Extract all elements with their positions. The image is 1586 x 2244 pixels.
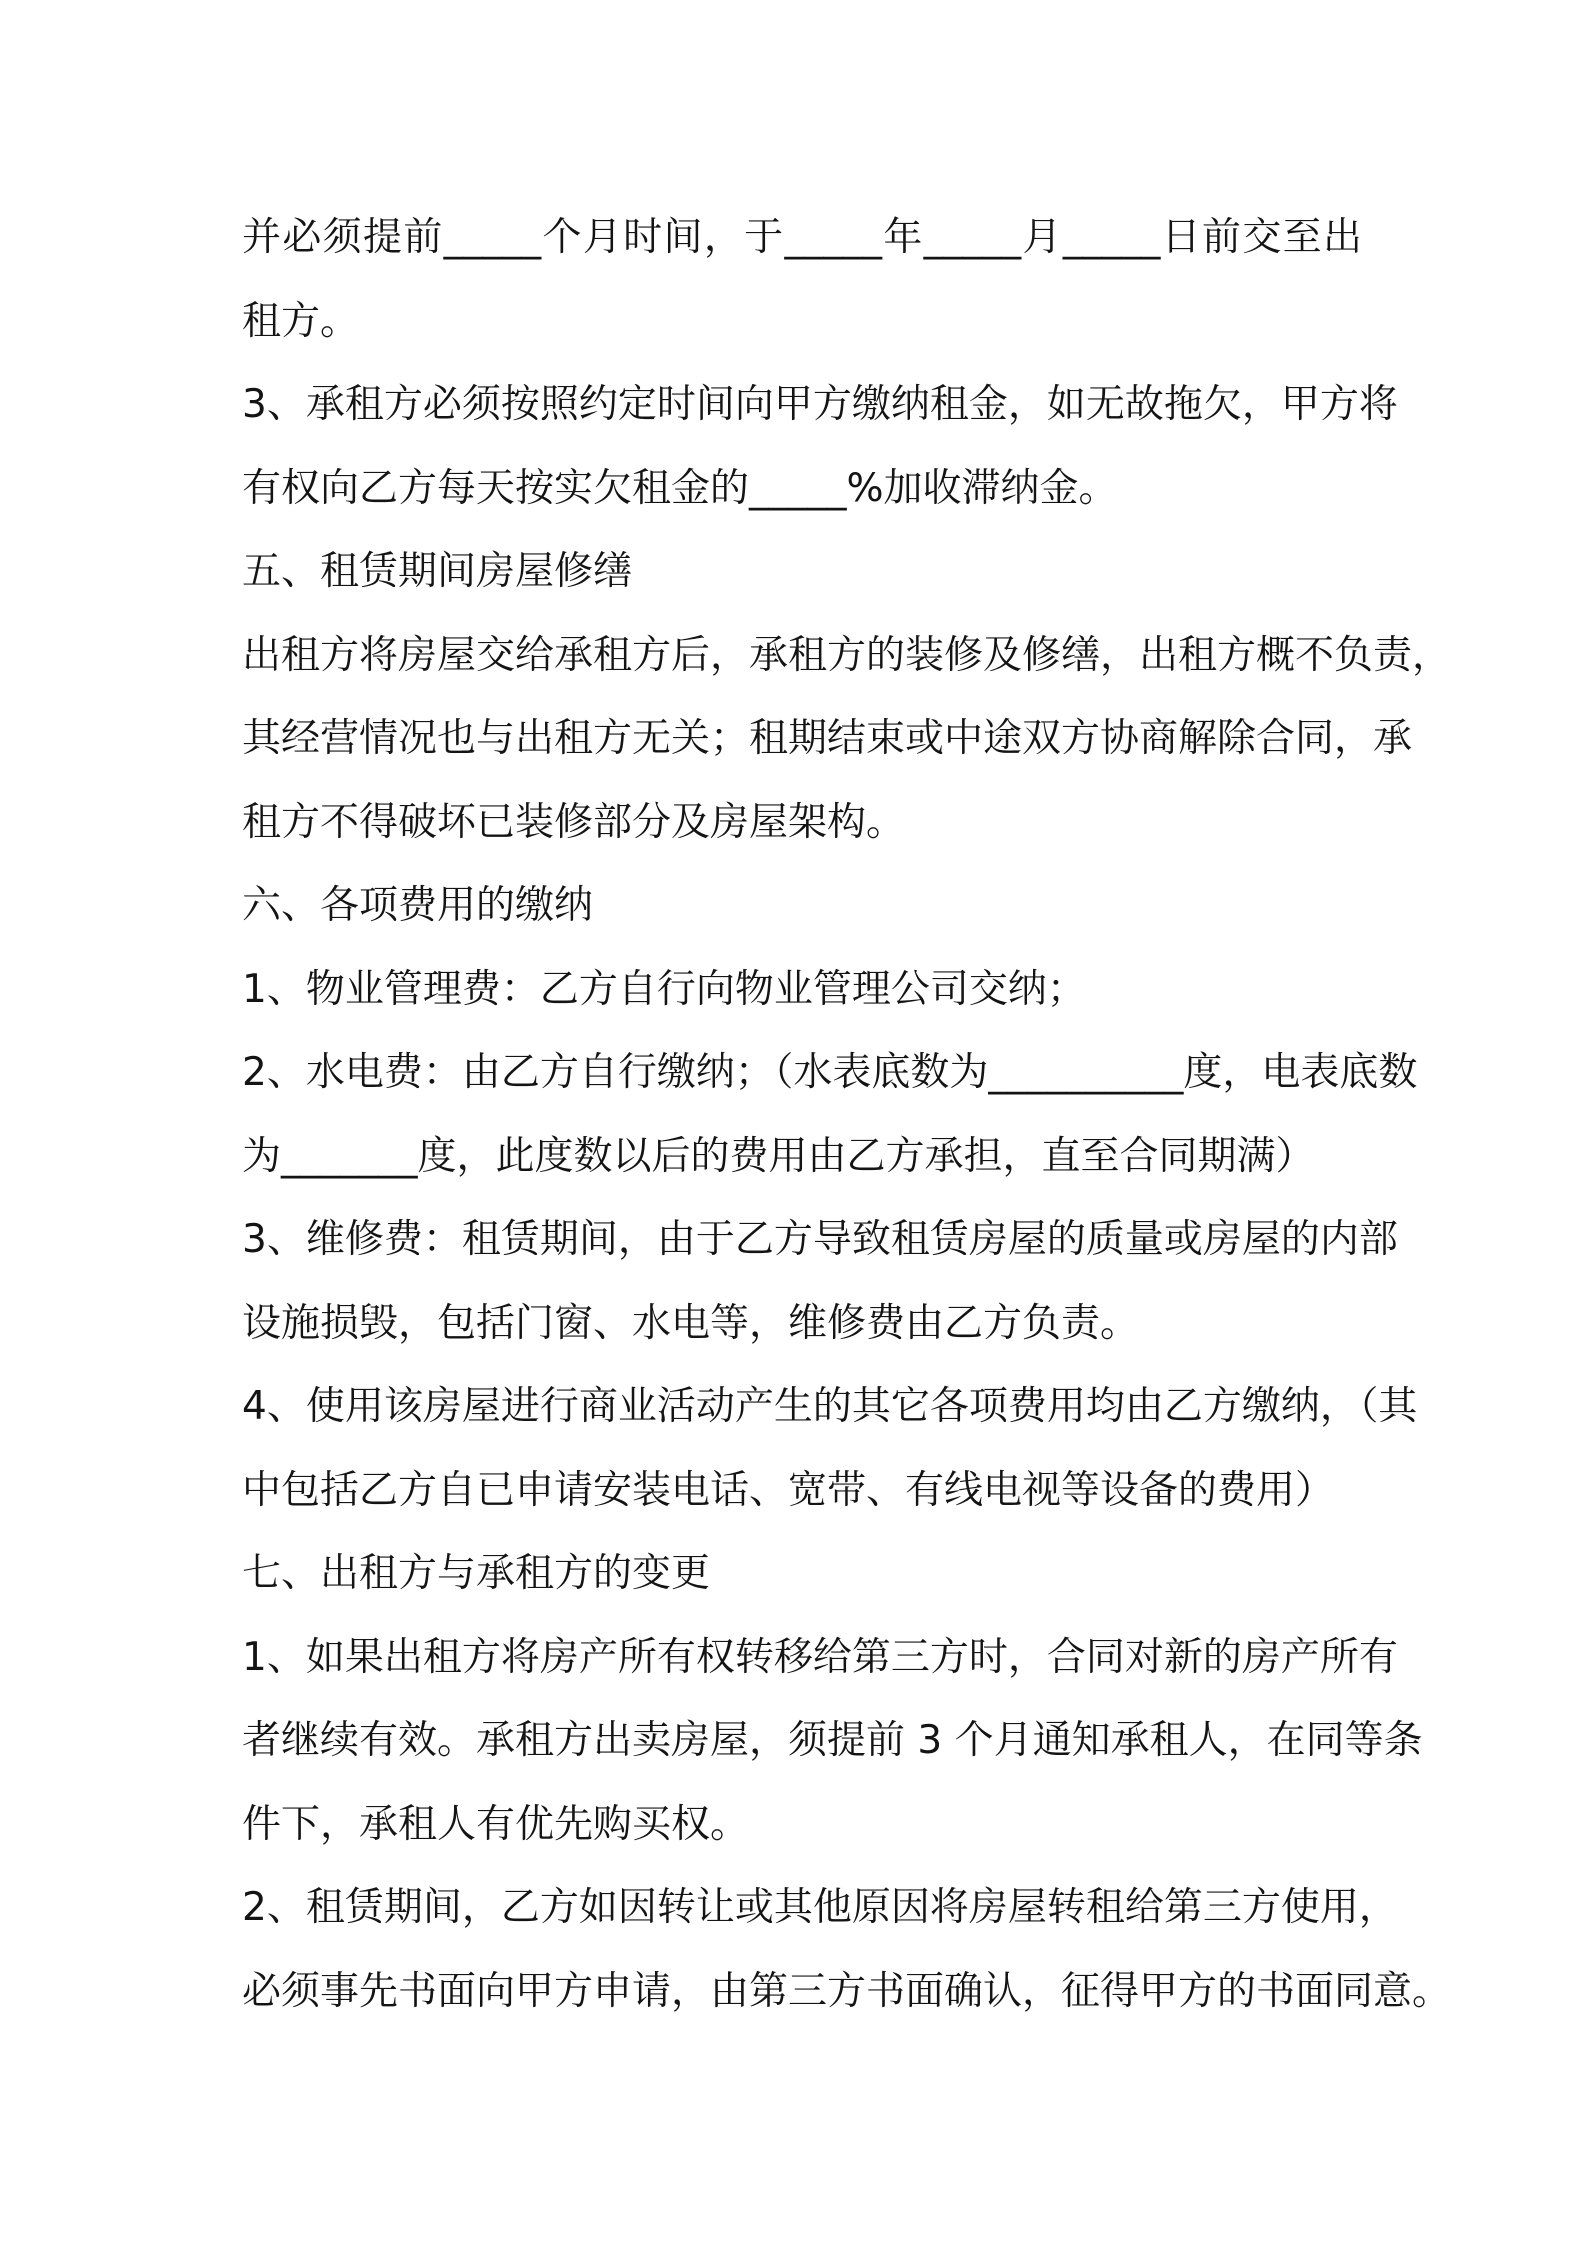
text-line: 1、物业管理费：乙方自行向物业管理公司交纳；: [242, 966, 1086, 1012]
text-line: 为_______度，此度数以后的费用由乙方承担，直至合同期满）: [242, 1133, 1315, 1179]
text-line: 2、租赁期间，乙方如因转让或其他原因将房屋转租给第三方使用，: [242, 1885, 1398, 1930]
text-line: 其经营情况也与出租方无关；租期结束或中途双方协商解除合同，承: [242, 716, 1413, 761]
section-heading: 五、租赁期间房屋修缮: [242, 549, 633, 594]
text-line: 设施损毁，包括门窗、水电等，维修费由乙方负责。: [242, 1300, 1140, 1346]
text-line: 1、如果出租方将房产所有权转移给第三方时，合同对新的房产所有: [242, 1634, 1398, 1680]
text-line: 并必须提前_____个月时间，于_____年_____月_____日前交至出: [242, 215, 1362, 260]
text-line: 3、承租方必须按照约定时间向甲方缴纳租金，如无故拖欠，甲方将: [242, 382, 1398, 427]
text-line: 租方。: [242, 298, 360, 344]
document-page: [242, 196, 1452, 2033]
text-line: 租方不得破坏已装修部分及房屋架构。: [242, 799, 906, 845]
text-line: 中包括乙方自已申请安装电话、宽带、有线电视等设备的费用）: [242, 1467, 1335, 1513]
text-line: 4、使用该房屋进行商业活动产生的其它各项费用均由乙方缴纳，（其: [242, 1384, 1418, 1429]
text-line: 必须事先书面向甲方申请，由第三方书面确认，征得甲方的书面同意。: [242, 1968, 1452, 2014]
text-line: 者继续有效。承租方出卖房屋，须提前 3 个月通知承租人，在同等条: [242, 1718, 1423, 1763]
text-line: 2、水电费：由乙方自行缴纳；（水表底数为__________度，电表底数: [242, 1050, 1418, 1095]
text-line: 件下，承租人有优先购买权。: [242, 1801, 750, 1847]
section-heading: 六、各项费用的缴纳: [242, 883, 594, 928]
text-line: 3、维修费：租赁期间，由于乙方导致租赁房屋的质量或房屋的内部: [242, 1217, 1398, 1262]
text-line: 有权向乙方每天按实欠租金的_____%加收滞纳金。: [242, 465, 1118, 511]
section-heading: 七、出租方与承租方的变更: [242, 1551, 711, 1596]
text-line: 出租方将房屋交给承租方后，承租方的装修及修缮，出租方概不负责，: [242, 632, 1452, 678]
